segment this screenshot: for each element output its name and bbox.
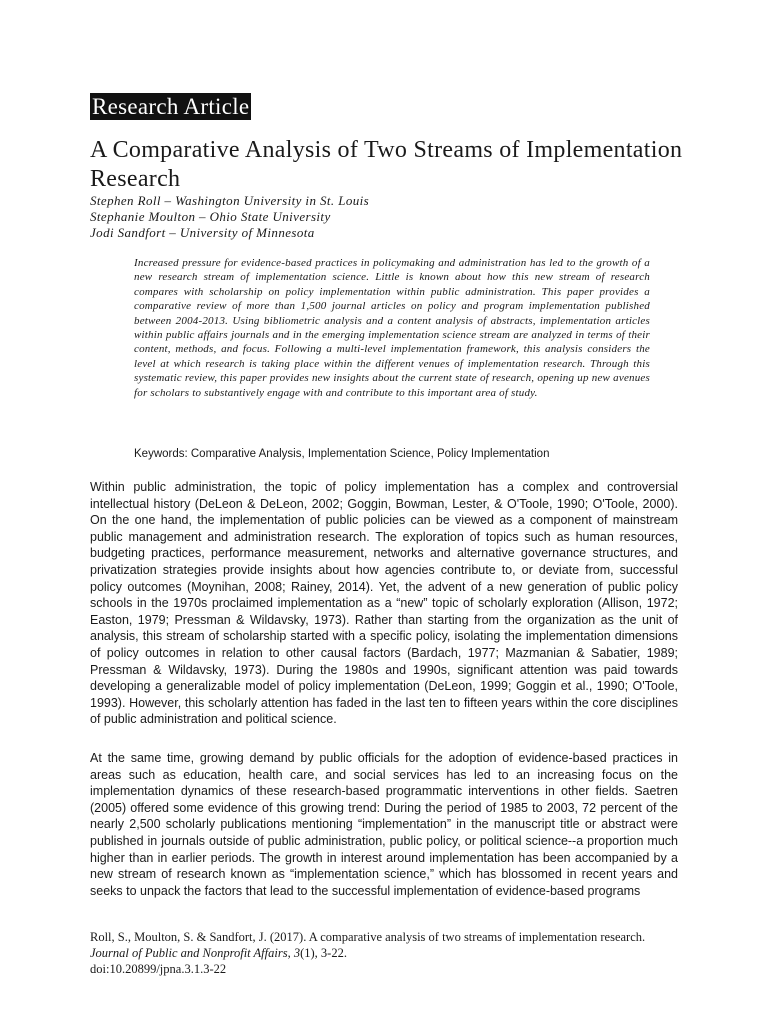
citation-journal: Journal of Public and Nonprofit Affairs bbox=[90, 946, 288, 960]
author-line: Stephanie Moulton – Ohio State University bbox=[90, 209, 331, 224]
author-line: Stephen Roll – Washington University in St. Louis bbox=[90, 193, 370, 208]
author-list bbox=[90, 193, 690, 241]
citation bbox=[90, 929, 678, 977]
paper-title: A Comparative Analysis of Two Streams of Implementation Research bbox=[90, 137, 683, 192]
article-type-label: Research Article bbox=[92, 94, 250, 119]
abstract: Increased pressure for evidence-based practices in policymaking and administration has led to the growth of a new research stream of implementation science. Little is known about how this new stream of research compares with scholarship on policy implementation within public administration. This paper provides a comparative review of more than 1,500 journal articles on policy and program implementation published between 2004-2013. Using bibliometric analysis and a content analysis of abstracts, implementation articles within public affairs journals and in the emerging implementation science stream are analyzed in terms of their content, methods, and focus. Following a multi-level implementation framework, this analysis considers the level at which research is taking place within the different venues of implementation research. Through this systematic review, this paper provides new insights about the current state of research, opening up new avenues for scholars to substantively engage with and contribute to this important area of study. bbox=[134, 257, 650, 399]
keywords: Keywords: Comparative Analysis, Implementation Science, Policy Implementation bbox=[134, 448, 550, 460]
author-line: Jodi Sandfort – University of Minnesota bbox=[90, 225, 315, 240]
citation-issue-pages: (1), 3-22. bbox=[300, 946, 347, 960]
body-paragraph: At the same time, growing demand by public officials for the adoption of evidence-based practices in areas such as education, health care, and social services has led to an increasing focus on the implementation dynamics of these research-based programmatic interventions in other fields. Saetren (2005) offered some evidence of this growing trend: During the period of 1985 to 2003, 72 percent of the nearly 2,500 scholarly publications mentioning “implementation” in the manuscript title or abstract were published in journals outside of public administration, public policy, or political science--a proportion much higher than in earlier periods. The growth in interest around implementation has been accompanied by a new stream of research known as “implementation science,” which has blossomed in recent years and seeks to unpack the factors that lead to the successful implementation of evidence-based programs bbox=[90, 751, 678, 898]
body-paragraph: Within public administration, the topic of policy implementation has a complex and controversial intellectual history (DeLeon & DeLeon, 2002; Goggin, Bowman, Lester, & O'Toole, 1990; O'Toole, 2000). On the one hand, the implementation of public policies can be viewed as a component of mainstream public management and administration research. The exploration of topics such as human resources, budgeting practices, performance measurement, networks and alternative governance structures, and privatization strategies provide insights about how agencies contribute to, or deviate from, successful policy outcomes (Moynihan, 2008; Rainey, 2014). Yet, the advent of a new generation of public policy schools in the 1970s proclaimed implementation as a “new” topic of scholarly exploration (Allison, 1972; Easton, 1979; Pressman & Wildavsky, 1973). Rather than starting from the organization as the unit of analysis, this stream of scholarship started with a specific policy, isolating the implementation dimensions of policy outcomes in relation to other causal factors (Bardach, 1977; Mazmanian & Sabatier, 1989; Pressman & Wildavsky, 1973). During the 1980s and 1990s, significant attention was paid towards developing a generalizable model of policy implementation (DeLeon, 1999; Goggin et al., 1990; O'Toole, 1993). However, this scholarly attention has faded in the last ten to fifteen years within the core disciplines of public administration and political science. bbox=[90, 480, 678, 727]
citation-volume: 3 bbox=[293, 946, 301, 960]
citation-prefix: Roll, S., Moulton, S. & Sandfort, J. (2017). A comparative analysis of two streams of implementation research. bbox=[90, 930, 646, 944]
citation-doi[interactable]: doi:10.20899/jpna.3.1.3-22 bbox=[90, 962, 227, 976]
citation-comma: , bbox=[287, 946, 294, 960]
